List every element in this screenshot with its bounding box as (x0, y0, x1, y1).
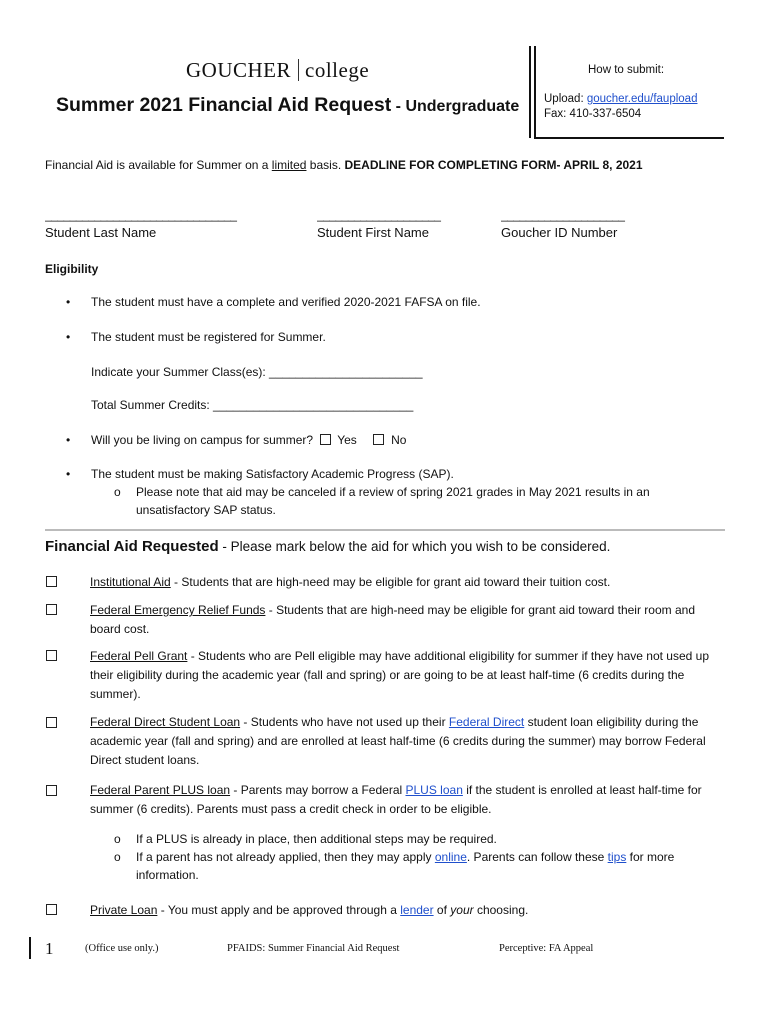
parent-plus-item (90, 781, 726, 819)
plus-note-2-post: for more information. (136, 850, 675, 882)
plus-note-2-mid: . Parents can follow these (466, 850, 608, 864)
sub-bullet-marker: o (114, 832, 121, 846)
logo-goucher: GOUCHER (186, 58, 292, 82)
goucher-logo (186, 58, 369, 83)
eligibility-fafsa: The student must have a complete and verified 2020-2021 FAFSA on file. (91, 295, 481, 309)
private-loan-item (90, 901, 726, 920)
direct-loan-desc-2: student loan eligibility during the academic year (fall and spring) and are enrolled at least half-time (6 credits during the summer) may borrow Federal Direct student loans. (90, 715, 706, 767)
pell-grant-desc: - Students who are Pell eligible may have additional eligibility for summer if they have not used up their eligibility during the academic year (fall and spring) or are going to be at least half-time (6 credits during the summer). (90, 649, 710, 701)
bullet-dot: • (66, 330, 71, 344)
last-name-field[interactable]: _______________________________ (45, 208, 237, 222)
sub-bullet-marker: o (114, 850, 121, 864)
pfaids-label: PFAIDS: Summer Financial Aid Request (227, 943, 400, 954)
deadline-text: DEADLINE FOR COMPLETING FORM- APRIL 8, 2021 (344, 158, 643, 172)
private-loan-checkbox[interactable] (46, 904, 57, 915)
parent-plus-desc-2: if the student is enrolled at least half-time for summer (6 credits). Parents must pass a credit check in order to be eligible. (90, 783, 702, 816)
bullet-dot: • (66, 467, 71, 481)
online-link[interactable]: online (434, 850, 467, 864)
parent-plus-checkbox[interactable] (46, 785, 57, 796)
plus-note-2-pre: If a parent has not already applied, then they may apply (136, 850, 435, 864)
institutional-aid-item (90, 573, 726, 592)
no-label: No (391, 433, 407, 447)
submit-info (544, 92, 697, 122)
private-loan-desc-2: of (433, 903, 451, 917)
summer-classes-field[interactable]: Indicate your Summer Class(es): _______________________ (91, 365, 423, 379)
bullet-dot: • (66, 433, 71, 447)
direct-loan-item (90, 713, 726, 770)
upload-label: Upload: (544, 93, 587, 105)
private-loan-name: Private Loan (90, 903, 158, 917)
form-title (56, 94, 519, 117)
aid-heading-instructions: - Please mark below the aid for which you wish to be considered. (218, 539, 611, 554)
plus-note-2 (136, 848, 726, 884)
direct-loan-checkbox[interactable] (46, 717, 57, 728)
lender-link[interactable]: lender (400, 903, 434, 917)
plus-note-1: If a PLUS is already in place, then additional steps may be required. (136, 832, 497, 846)
parent-plus-name: Federal Parent PLUS loan (90, 783, 231, 797)
sub-bullet-marker: o (114, 485, 121, 499)
office-use-label: (Office use only.) (85, 943, 159, 954)
institutional-aid-desc: - Students that are high-need may be eligible for grant aid toward their tuition cost. (170, 575, 611, 589)
tips-link[interactable]: tips (607, 850, 627, 864)
logo-divider (298, 59, 299, 81)
goucher-id-field[interactable]: ____________________ (501, 208, 625, 222)
private-loan-desc-1: - You must apply and be approved through a (157, 903, 401, 917)
emergency-relief-desc: - Students that are high-need may be eligible for grant aid toward their room and board cost. (90, 603, 696, 636)
pell-grant-name: Federal Pell Grant (90, 649, 188, 663)
header-vline-2 (534, 46, 536, 138)
eligibility-heading: Eligibility (45, 262, 99, 276)
how-to-submit-label: How to submit: (588, 64, 665, 76)
intro-limited: limited (271, 158, 307, 172)
pell-grant-item (90, 647, 726, 704)
on-campus-question (91, 431, 406, 449)
plus-loan-link[interactable]: PLUS loan (405, 783, 463, 797)
summer-credits-field[interactable]: Total Summer Credits: ______________________________ (91, 398, 414, 412)
aid-requested-heading (45, 538, 610, 555)
title-main: Summer 2021 Financial Aid Request (56, 94, 392, 116)
eligibility-sap: The student must be making Satisfactory Academic Progress (SAP). (91, 467, 454, 481)
eligibility-registered: The student must be registered for Summer. (91, 330, 326, 344)
aid-heading-title: Financial Aid Requested (45, 538, 219, 555)
no-checkbox[interactable] (373, 434, 384, 445)
emergency-relief-checkbox[interactable] (46, 604, 57, 615)
first-name-label: Student First Name (317, 225, 429, 240)
bullet-dot: • (66, 295, 71, 309)
sap-note: Please note that aid may be canceled if a review of spring 2021 grades in May 2021 results in an unsatisfactory SAP status. (136, 485, 650, 517)
yes-checkbox[interactable] (320, 434, 331, 445)
federal-direct-link[interactable]: Federal Direct (448, 715, 525, 729)
fax-number: Fax: 410-337-6504 (544, 108, 642, 120)
yes-label: Yes (337, 433, 357, 447)
private-loan-emphasis: your (450, 903, 474, 917)
footer-bar (29, 937, 31, 959)
private-loan-desc-3: choosing. (473, 903, 529, 917)
emergency-relief-item (90, 601, 726, 639)
intro-text (45, 158, 643, 172)
direct-loan-name: Federal Direct Student Loan (90, 715, 241, 729)
header-hline (534, 137, 724, 139)
on-campus-text: Will you be living on campus for summer? (91, 433, 314, 447)
pell-grant-checkbox[interactable] (46, 650, 57, 661)
intro-mid: basis. (306, 158, 345, 172)
goucher-id-label: Goucher ID Number (501, 225, 618, 240)
logo-college: college (305, 58, 370, 82)
first-name-field[interactable]: ____________________ (317, 208, 441, 222)
last-name-label: Student Last Name (45, 225, 157, 240)
section-divider (45, 529, 725, 531)
perceptive-label: Perceptive: FA Appeal (499, 943, 594, 954)
institutional-aid-name: Institutional Aid (90, 575, 171, 589)
title-sub: - Undergraduate (391, 98, 520, 115)
page-number: 1 (45, 939, 54, 958)
emergency-relief-name: Federal Emergency Relief Funds (90, 603, 266, 617)
upload-link[interactable]: goucher.edu/faupload (586, 93, 698, 105)
intro-pre: Financial Aid is available for Summer on a (45, 158, 272, 172)
parent-plus-desc-1: - Parents may borrow a Federal (230, 783, 406, 797)
direct-loan-desc-1: - Students who have not used up their (240, 715, 449, 729)
institutional-aid-checkbox[interactable] (46, 576, 57, 587)
header-vline-1 (529, 46, 531, 138)
